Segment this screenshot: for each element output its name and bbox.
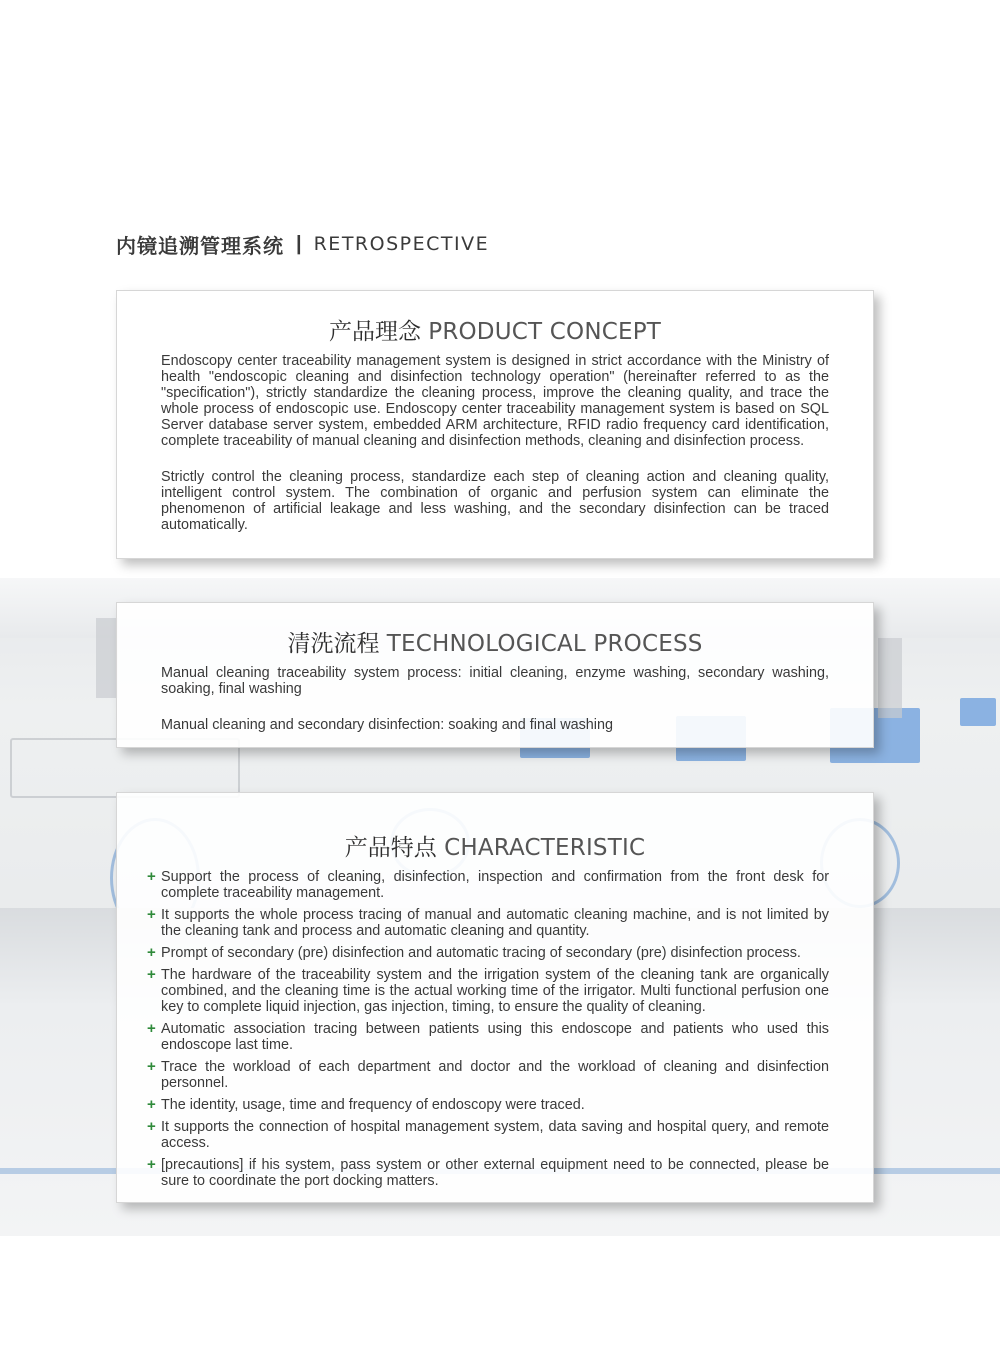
feature-text: The hardware of the traceability system and the irrigation system of the cleaning tank are organically combined, and the cleaning time is the actual working time of the irrigator. Multi functional perfusion one key to complete liquid injection, gas injection, timing, to ensure the quality of cleaning.: [161, 967, 829, 1015]
list-item: [147, 1119, 829, 1151]
header-title-cn: 内镜追溯管理系统: [116, 233, 284, 258]
plus-icon: +: [147, 868, 156, 885]
list-item: [147, 1021, 829, 1053]
technological-process-card: [116, 602, 874, 748]
feature-text: It supports the whole process tracing of manual and automatic cleaning machine, and is not limited by the cleaning tank and process and automatic cleaning and quantity.: [161, 907, 829, 939]
characteristic-title-en: CHARACTERISTIC: [444, 835, 646, 861]
feature-text: Support the process of cleaning, disinfection, inspection and confirmation from the front desk for complete traceability management.: [161, 869, 829, 901]
photo-valve: [96, 618, 118, 698]
technological-process-title: [117, 627, 873, 661]
plus-icon: +: [147, 1020, 156, 1037]
header-title-en: RETROSPECTIVE: [313, 233, 490, 255]
plus-icon: +: [147, 1118, 156, 1135]
photo-valve: [878, 638, 902, 718]
feature-text: [precautions] if his system, pass system or other external equipment need to be connected, please be sure to coordinate the port docking matters.: [161, 1157, 829, 1189]
list-item: [147, 907, 829, 939]
product-concept-card: [116, 290, 874, 559]
characteristic-title: [117, 831, 873, 865]
feature-text: Trace the workload of each department and doctor and the workload of cleaning and disinfection personnel.: [161, 1059, 829, 1091]
feature-text: Prompt of secondary (pre) disinfection and automatic tracing of secondary (pre) disinfection process.: [161, 945, 801, 961]
characteristic-card: [116, 792, 874, 1203]
characteristic-title-cn: 产品特点: [344, 835, 437, 861]
plus-icon: +: [147, 966, 156, 983]
concept-paragraph: Endoscopy center traceability management system is designed in strict accordance with the Ministry of health "endoscopic cleaning and disinfection technology operation" (hereinafter referred to as the "specification"), strictly standardize the cleaning process, improve the cleaning quality, and trace the whole process of endoscopic use. Endoscopy center traceability management system is based on SQL Server database server system, embedded ARM architecture, RFID radio frequency card identification, complete traceability of manual cleaning and disinfection methods, cleaning and disinfection process.: [161, 353, 829, 449]
list-item: [147, 945, 829, 961]
characteristic-list: [117, 869, 873, 1189]
header-separator: |: [296, 232, 302, 255]
feature-text: The identity, usage, time and frequency of endoscopy were traced.: [161, 1097, 585, 1113]
concept-paragraph: Strictly control the cleaning process, standardize each step of cleaning action and cleaning quality, intelligent control system. The combination of organic and perfusion system can eliminate the phenomenon of artificial leakage and less washing, and the secondary disinfection can be traced automatically.: [161, 469, 829, 533]
list-item: [147, 869, 829, 901]
product-concept-title: [117, 315, 873, 349]
list-item: [147, 967, 829, 1015]
list-item: [147, 1059, 829, 1091]
plus-icon: +: [147, 944, 156, 961]
technological-process-title-en: TECHNOLOGICAL PROCESS: [386, 631, 703, 657]
photo-screen: [960, 698, 996, 726]
plus-icon: +: [147, 906, 156, 923]
page-header: [116, 230, 489, 258]
plus-icon: +: [147, 1156, 156, 1173]
product-concept-title-cn: 产品理念: [328, 319, 421, 345]
process-paragraph: Manual cleaning traceability system process: initial cleaning, enzyme washing, secondary washing, soaking, final washing: [161, 665, 829, 697]
plus-icon: +: [147, 1096, 156, 1113]
technological-process-title-cn: 清洗流程: [287, 631, 380, 657]
process-paragraph: Manual cleaning and secondary disinfection: soaking and final washing: [161, 717, 613, 733]
feature-text: Automatic association tracing between patients using this endoscope and patients who used this endoscope last time.: [161, 1021, 829, 1053]
product-concept-title-en: PRODUCT CONCEPT: [428, 319, 662, 345]
list-item: [147, 1157, 829, 1189]
plus-icon: +: [147, 1058, 156, 1075]
feature-text: It supports the connection of hospital management system, data saving and hospital query, and remote access.: [161, 1119, 829, 1151]
list-item: [147, 1097, 829, 1113]
